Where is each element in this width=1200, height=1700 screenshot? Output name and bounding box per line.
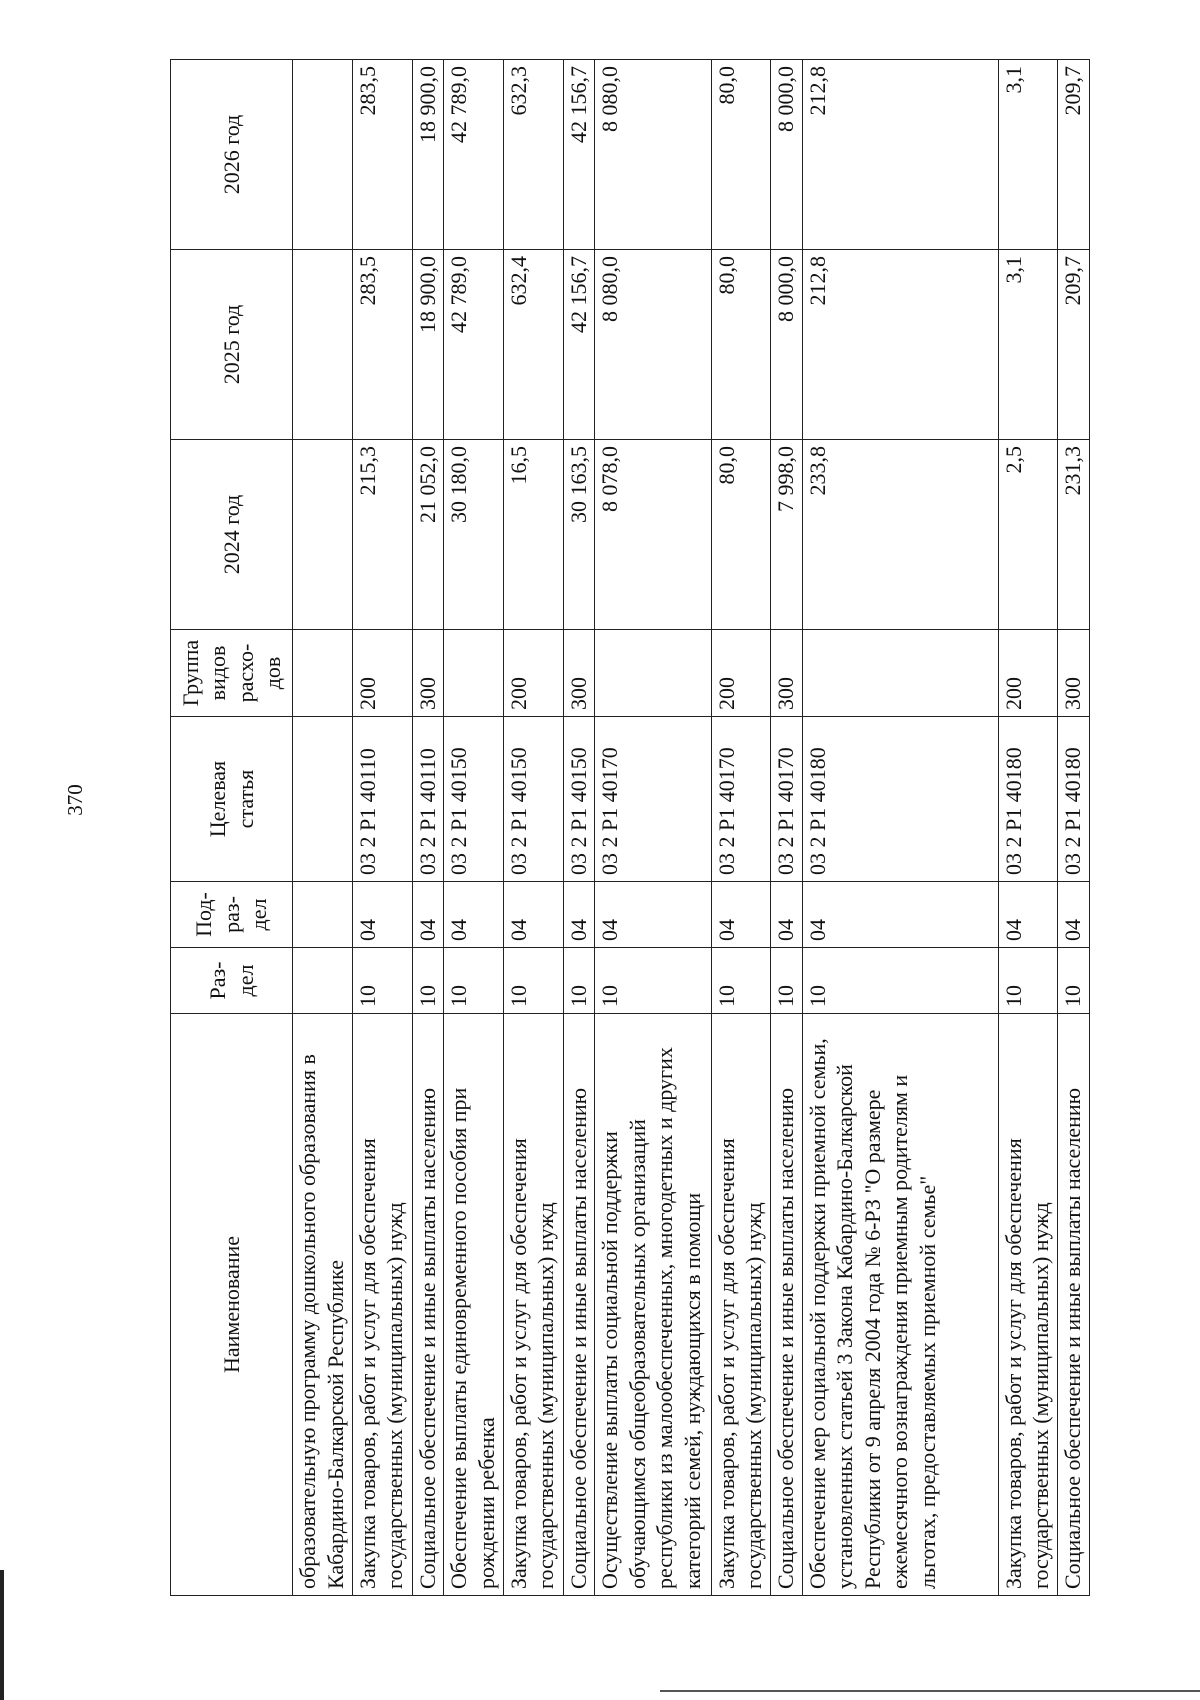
header-group: Группа видов расхо- дов — [171, 630, 293, 717]
cell-name: Закупка товаров, работ и услуг для обеспечения государственных (муниципальных) нужд — [352, 1014, 412, 1596]
cell-name: образовательную программу дошкольного образования в Кабардино-Балкарской Республике — [293, 1014, 353, 1596]
cell-2025: 209,7 — [1058, 250, 1090, 440]
header-name: Наименование — [171, 1014, 293, 1596]
cell-razdel: 10 — [444, 948, 504, 1014]
page-number: 370 — [63, 784, 87, 816]
scan-bottom-line — [660, 1690, 1200, 1692]
cell-2026: 3,1 — [998, 60, 1058, 250]
cell-2025: 3,1 — [998, 250, 1058, 440]
cell-2024 — [293, 440, 353, 630]
cell-group: 200 — [998, 630, 1058, 717]
cell-name: Социальное обеспечение и иные выплаты населению — [563, 1014, 594, 1596]
cell-2024: 231,3 — [1058, 440, 1090, 630]
cell-2025 — [293, 250, 353, 440]
cell-podrazdel: 04 — [771, 882, 802, 948]
cell-2024: 7 998,0 — [771, 440, 802, 630]
cell-group — [444, 630, 504, 717]
cell-podrazdel: 04 — [998, 882, 1058, 948]
table-row — [352, 60, 412, 1596]
cell-razdel: 10 — [563, 948, 594, 1014]
cell-2024: 215,3 — [352, 440, 412, 630]
table-row — [771, 60, 802, 1596]
header-podrazdel: Под- раз- дел — [171, 882, 293, 948]
cell-2025: 42 156,7 — [563, 250, 594, 440]
table-row — [563, 60, 594, 1596]
cell-article: 03 2 P1 40150 — [444, 717, 504, 882]
table-row — [503, 60, 563, 1596]
table-row — [444, 60, 504, 1596]
cell-2026: 8 080,0 — [595, 60, 712, 250]
cell-article: 03 2 P1 40110 — [412, 717, 443, 882]
cell-name: Закупка товаров, работ и услуг для обеспечения государственных (муниципальных) нужд — [711, 1014, 771, 1596]
cell-podrazdel: 04 — [563, 882, 594, 948]
cell-2024: 2,5 — [998, 440, 1058, 630]
cell-article: 03 2 P1 40180 — [1058, 717, 1090, 882]
cell-2026: 632,3 — [503, 60, 563, 250]
cell-group — [802, 630, 998, 717]
cell-name: Осуществление выплаты социальной поддержки обучающимся общеобразовательных организаций республики из малообеспеченных, многодетных и других категорий семей, нуждающихся в помощи — [595, 1014, 712, 1596]
cell-group — [595, 630, 712, 717]
cell-group: 200 — [503, 630, 563, 717]
cell-name: Социальное обеспечение и иные выплаты населению — [1058, 1014, 1090, 1596]
cell-name: Закупка товаров, работ и услуг для обеспечения государственных (муниципальных) нужд — [998, 1014, 1058, 1596]
cell-2026 — [293, 60, 353, 250]
table-body — [293, 60, 1090, 1596]
cell-podrazdel — [293, 882, 353, 948]
cell-2026: 80,0 — [711, 60, 771, 250]
table-row — [293, 60, 353, 1596]
table-row — [595, 60, 712, 1596]
cell-2026: 18 900,0 — [412, 60, 443, 250]
cell-2025: 42 789,0 — [444, 250, 504, 440]
table-header — [171, 60, 293, 1596]
header-2025: 2025 год — [171, 250, 293, 440]
cell-group: 300 — [1058, 630, 1090, 717]
cell-name: Обеспечение мер социальной поддержки приемной семьи, установленных статьей 3 Закона Кабардино-Балкарской Республики от 9 апреля 2004 года № 6-РЗ "О размере ежемесячного вознаграждения приемным родителям и льготах, предоставляемых приемной семье" — [802, 1014, 998, 1596]
cell-article: 03 2 P1 40170 — [595, 717, 712, 882]
cell-name: Обеспечение выплаты единовременного пособия при рождении ребенка — [444, 1014, 504, 1596]
cell-2026: 42 156,7 — [563, 60, 594, 250]
cell-article: 03 2 P1 40110 — [352, 717, 412, 882]
cell-group: 200 — [352, 630, 412, 717]
cell-2026: 212,8 — [802, 60, 998, 250]
header-razdel: Раз- дел — [171, 948, 293, 1014]
table-row — [412, 60, 443, 1596]
cell-2025: 212,8 — [802, 250, 998, 440]
cell-2026: 209,7 — [1058, 60, 1090, 250]
cell-razdel: 10 — [998, 948, 1058, 1014]
cell-razdel: 10 — [771, 948, 802, 1014]
cell-name: Социальное обеспечение и иные выплаты населению — [412, 1014, 443, 1596]
cell-podrazdel: 04 — [352, 882, 412, 948]
cell-razdel: 10 — [1058, 948, 1090, 1014]
cell-2025: 18 900,0 — [412, 250, 443, 440]
cell-podrazdel: 04 — [444, 882, 504, 948]
cell-podrazdel: 04 — [412, 882, 443, 948]
cell-razdel: 10 — [352, 948, 412, 1014]
cell-podrazdel: 04 — [802, 882, 998, 948]
cell-name: Социальное обеспечение и иные выплаты населению — [771, 1014, 802, 1596]
cell-razdel: 10 — [711, 948, 771, 1014]
rotated-table-container — [170, 60, 1090, 1596]
table-row — [1058, 60, 1090, 1596]
table-row — [711, 60, 771, 1596]
cell-razdel: 10 — [503, 948, 563, 1014]
cell-group — [293, 630, 353, 717]
cell-group: 300 — [563, 630, 594, 717]
cell-2025: 80,0 — [711, 250, 771, 440]
cell-group: 300 — [771, 630, 802, 717]
table-row — [802, 60, 998, 1596]
header-2024: 2024 год — [171, 440, 293, 630]
cell-podrazdel: 04 — [711, 882, 771, 948]
cell-razdel: 10 — [802, 948, 998, 1014]
cell-article: 03 2 P1 40150 — [503, 717, 563, 882]
cell-2024: 8 078,0 — [595, 440, 712, 630]
cell-2025: 8 000,0 — [771, 250, 802, 440]
cell-2024: 233,8 — [802, 440, 998, 630]
cell-2025: 8 080,0 — [595, 250, 712, 440]
table-row — [998, 60, 1058, 1596]
cell-group: 200 — [711, 630, 771, 717]
header-2026: 2026 год — [171, 60, 293, 250]
cell-2024: 30 163,5 — [563, 440, 594, 630]
cell-article: 03 2 P1 40180 — [998, 717, 1058, 882]
cell-article: 03 2 P1 40170 — [711, 717, 771, 882]
cell-name: Закупка товаров, работ и услуг для обеспечения государственных (муниципальных) нужд — [503, 1014, 563, 1596]
cell-razdel: 10 — [412, 948, 443, 1014]
header-article: Целевая статья — [171, 717, 293, 882]
scan-edge-line — [0, 1570, 4, 1700]
cell-2024: 21 052,0 — [412, 440, 443, 630]
cell-razdel — [293, 948, 353, 1014]
cell-2026: 283,5 — [352, 60, 412, 250]
cell-group: 300 — [412, 630, 443, 717]
cell-podrazdel: 04 — [1058, 882, 1090, 948]
cell-2026: 42 789,0 — [444, 60, 504, 250]
cell-article — [293, 717, 353, 882]
cell-razdel: 10 — [595, 948, 712, 1014]
cell-2026: 8 000,0 — [771, 60, 802, 250]
cell-article: 03 2 P1 40150 — [563, 717, 594, 882]
cell-article: 03 2 P1 40180 — [802, 717, 998, 882]
cell-2024: 30 180,0 — [444, 440, 504, 630]
cell-article: 03 2 P1 40170 — [771, 717, 802, 882]
budget-table — [170, 59, 1090, 1596]
cell-2024: 80,0 — [711, 440, 771, 630]
cell-podrazdel: 04 — [595, 882, 712, 948]
cell-2024: 16,5 — [503, 440, 563, 630]
cell-2025: 632,4 — [503, 250, 563, 440]
cell-podrazdel: 04 — [503, 882, 563, 948]
cell-2025: 283,5 — [352, 250, 412, 440]
